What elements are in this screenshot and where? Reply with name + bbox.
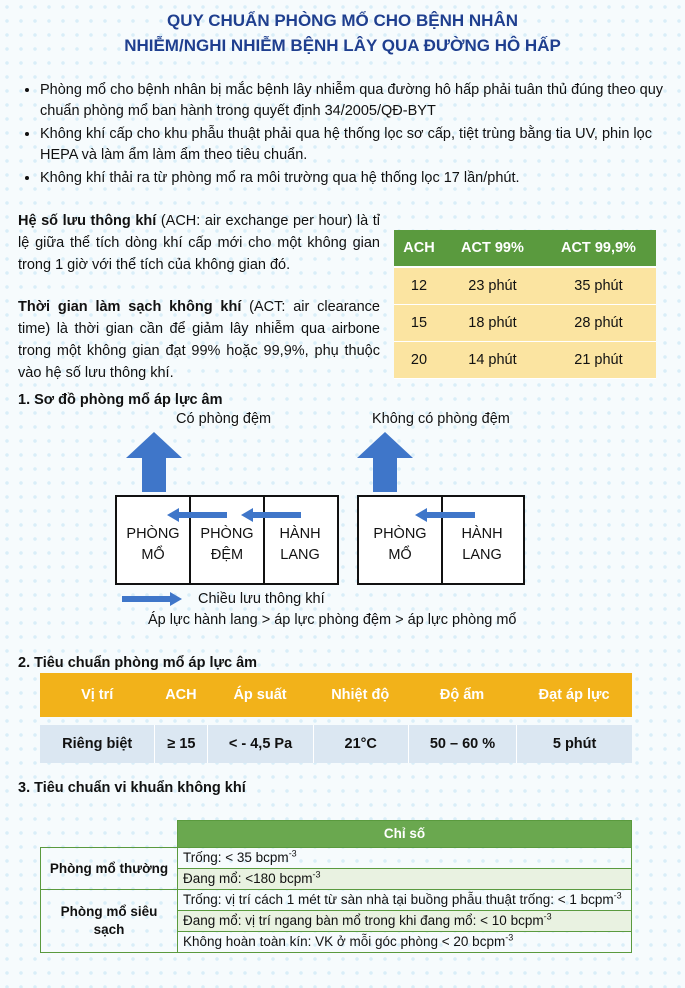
blank-cell: [41, 821, 178, 848]
section-1-heading: 1. Sơ đồ phòng mổ áp lực âm: [18, 392, 223, 408]
intro-bullets: [22, 80, 680, 191]
table-cell: [178, 911, 632, 932]
cell-label: PHÒNG MỔ: [126, 526, 180, 563]
bullet-3: • Không khí thải ra từ phòng mổ ra môi trường qua hệ thống lọc 17 lần/phút.: [40, 168, 680, 189]
left-arrow-icon: [415, 508, 475, 522]
legend-label: Chiều lưu thông khí: [198, 591, 325, 607]
section-2-heading: 2. Tiêu chuẩn phòng mổ áp lực âm: [18, 655, 258, 671]
table-cell: 14 phút: [444, 342, 541, 379]
without-anteroom-label: Không có phòng đệm: [372, 411, 510, 427]
room-label: Phòng mổ siêu sạch: [41, 890, 178, 953]
act-table-header: [394, 230, 656, 267]
right-arrow-icon: [122, 592, 182, 606]
up-arrow-icon: [357, 432, 413, 492]
table-row: [394, 267, 656, 305]
cell-text: Đang mổ: <180 bcpm: [183, 871, 313, 886]
cell-label: PHÒNG MỔ: [373, 526, 427, 563]
bacteria-table: [40, 820, 632, 953]
cell-text: Đang mổ: vị trí ngang bàn mổ trong khi đang mổ: < 10 bcpm: [183, 913, 544, 928]
cell-text: Trống: vị trí cách 1 mét từ sàn nhà tại buồng phẫu thuật trống: < 1 bcpm: [183, 892, 614, 907]
left-arrow-icon: [167, 508, 227, 522]
table-header: [41, 821, 632, 848]
ach-definition: [18, 210, 380, 276]
page-title: [0, 8, 685, 58]
table-cell: 20: [394, 342, 444, 379]
act-header-cell: ACH: [394, 230, 444, 267]
header-cell: Áp suất: [207, 673, 312, 717]
table-cell: ≥ 15: [154, 725, 207, 763]
diagram-with-anteroom: [115, 495, 339, 585]
table-row: [394, 305, 656, 342]
table-cell: < - 4,5 Pa: [207, 725, 312, 763]
negative-pressure-table: [40, 673, 632, 763]
table-row: [41, 848, 632, 869]
table-row: [394, 342, 656, 379]
act-text: (ACT: air clearance time) là thời gian cần để giảm lây nhiễm qua airbone trong một không gian đạt 99% hoặc 99,9%, phụ thuộc vào hệ số lưu thông khí.: [18, 299, 381, 381]
superscript: -3: [505, 932, 514, 943]
table-cell: [178, 869, 632, 890]
table-row: [41, 890, 632, 911]
header-cell: Vị trí: [40, 673, 154, 717]
act-header-cell: ACT 99,9%: [541, 230, 656, 267]
cell-label: PHÒNG ĐỆM: [200, 526, 254, 563]
cell-label: HÀNH LANG: [461, 526, 503, 563]
left-arrow-icon: [241, 508, 301, 522]
table-cell: 21 phút: [541, 342, 656, 379]
table-cell: 35 phút: [541, 267, 656, 305]
header-cell: Đạt áp lực: [516, 673, 632, 717]
table-cell: 23 phút: [444, 267, 541, 305]
table-header: [40, 673, 632, 717]
act-term: Thời gian làm sạch không khí: [18, 299, 242, 315]
table-cell: [178, 848, 632, 869]
ach-term: Hệ số lưu thông khí: [18, 213, 157, 229]
section-3-heading: 3. Tiêu chuẩn vi khuẩn không khí: [18, 780, 246, 796]
room-label: Phòng mổ thường: [41, 848, 178, 890]
diagram-without-anteroom: [357, 495, 525, 585]
table-cell: 5 phút: [516, 725, 632, 763]
bullet-2: • Không khí cấp cho khu phẫu thuật phải qua hệ thống lọc sơ cấp, tiệt trùng bằng tia UV, phin lọc HEPA và làm ẩm làm ẩm theo tiêu chuẩn.: [40, 124, 680, 166]
superscript: -3: [288, 848, 297, 859]
with-anteroom-label: Có phòng đệm: [176, 411, 272, 427]
bullet-1: • Phòng mổ cho bệnh nhân bị mắc bệnh lây nhiễm qua đường hô hấp phải tuân thủ đúng theo quy chuẩn phòng mổ ban hành trong quyết định 34/2005/QĐ-BYT: [40, 80, 680, 122]
cell-text: Trống: < 35 bcpm: [183, 850, 289, 865]
table-cell: 21°C: [313, 725, 408, 763]
ach-text: (ACH: air exchange per hour) là tỉ lệ giữa thể tích dòng khí cấp mới cho một không gian trong 1 giờ với thể tích của không gian đó.: [18, 213, 380, 273]
table-cell: 28 phút: [541, 305, 656, 342]
table-cell: 18 phút: [444, 305, 541, 342]
superscript: -3: [312, 869, 321, 880]
spacer-row: [40, 717, 632, 725]
cell-text: Không hoàn toàn kín: VK ở mỗi góc phòng < 20 bcpm: [183, 934, 506, 949]
table-cell: 15: [394, 305, 444, 342]
superscript: -3: [543, 911, 552, 922]
header-cell: Nhiệt độ: [313, 673, 408, 717]
header-cell: Độ ẩm: [408, 673, 516, 717]
cell-label: HÀNH LANG: [279, 526, 321, 563]
table-cell: 50 – 60 %: [408, 725, 516, 763]
header-cell: Chỉ số: [178, 821, 632, 848]
act-definition: [18, 296, 380, 384]
act-header-cell: ACT 99%: [444, 230, 541, 267]
title-line-2: NHIỄM/NGHI NHIỄM BỆNH LÂY QUA ĐƯỜNG HÔ HẤP: [124, 36, 561, 55]
table-cell: [178, 890, 632, 911]
title-line-1: QUY CHUẨN PHÒNG MỔ CHO BỆNH NHÂN: [166, 11, 519, 30]
table-cell: Riêng biệt: [40, 725, 154, 763]
header-cell: ACH: [154, 673, 207, 717]
pressure-note: Áp lực hành lang > áp lực phòng đệm > áp lực phòng mổ: [148, 612, 517, 628]
superscript: -3: [613, 890, 622, 901]
table-row: [40, 725, 632, 763]
table-cell: 12: [394, 267, 444, 305]
up-arrow-icon: [126, 432, 182, 492]
table-cell: [178, 932, 632, 953]
act-table: [394, 230, 656, 379]
